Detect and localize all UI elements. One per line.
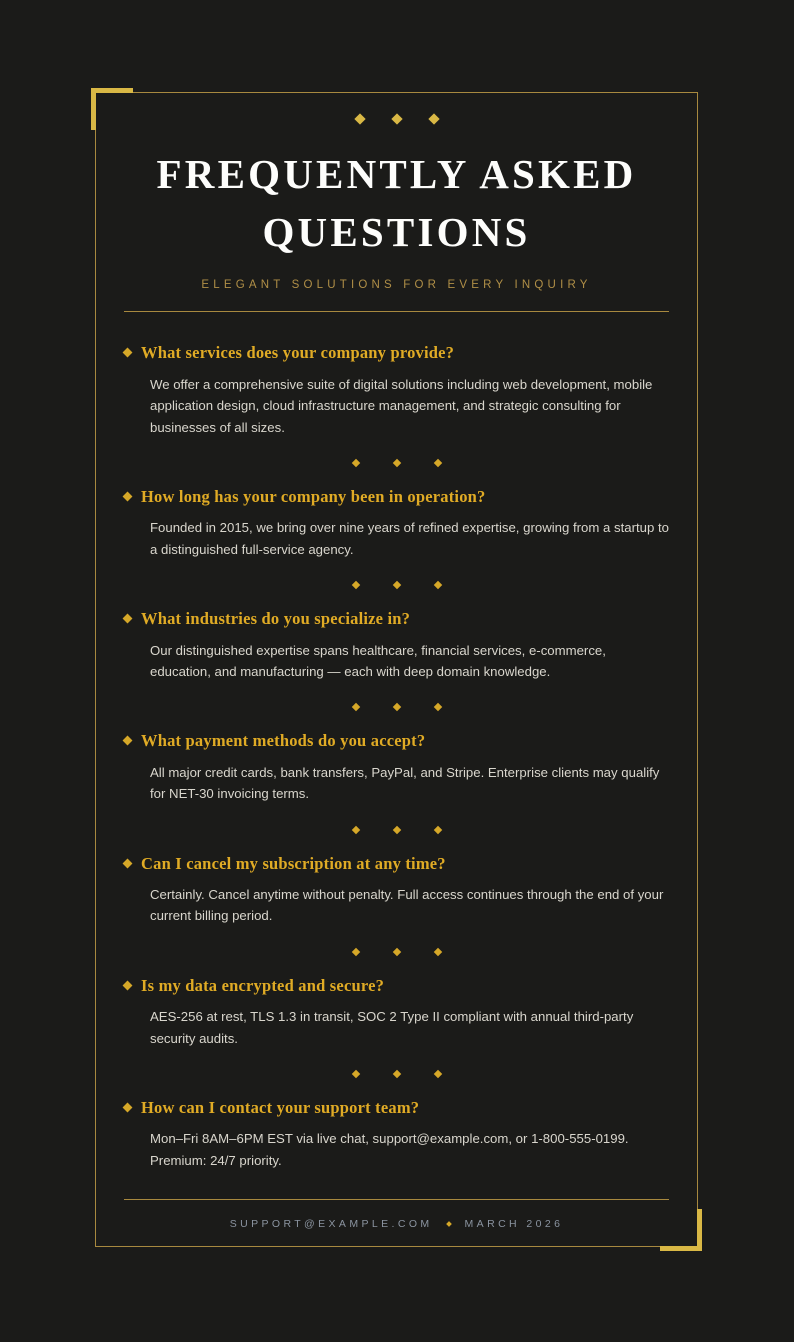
- diamond-icon: [354, 113, 365, 124]
- diamond-bullet-icon: [123, 736, 133, 746]
- section-divider-ornament: [124, 582, 669, 588]
- faq-answer: AES-256 at rest, TLS 1.3 in transit, SOC 2 Type II compliant with annual third-party security audits.: [150, 1009, 634, 1046]
- diamond-bullet-icon: [123, 858, 133, 868]
- diamond-icon: [392, 459, 400, 467]
- diamond-icon: [351, 948, 359, 956]
- diamond-icon: [433, 459, 441, 467]
- faq-question-text: How long has your company been in operation?: [141, 487, 486, 506]
- faq-answer: Mon–Fri 8AM–6PM EST via live chat, support@example.com, or 1-800-555-0199. Premium: 24/7 priority.: [150, 1131, 629, 1168]
- diamond-separator-icon: [446, 1221, 452, 1227]
- faq-question-text: How can I contact your support team?: [141, 1097, 420, 1117]
- faq-answer: We offer a comprehensive suite of digital solutions including web development, mobile application design, cloud infrastructure management, and strategic consulting for businesses of all sizes.: [150, 376, 653, 435]
- faq-answer: Certainly. Cancel anytime without penalty. Full access continues through the end of your current billing period.: [150, 887, 664, 924]
- page-subtitle: ELEGANT SOLUTIONS FOR EVERY INQUIRY: [201, 279, 592, 292]
- diamond-bullet-icon: [123, 348, 133, 358]
- faq-question-text: Can I cancel my subscription at any time?: [141, 853, 446, 873]
- faq-item: [124, 975, 669, 1049]
- diamond-icon: [351, 825, 359, 833]
- faq-question-text: What payment methods do you accept?: [141, 731, 426, 751]
- faq-question[interactable]: [124, 486, 669, 507]
- section-divider-ornament: [124, 827, 669, 833]
- faq-question[interactable]: [124, 1097, 669, 1118]
- faq-item: [124, 342, 669, 438]
- faq-question-text: What industries do you specialize in?: [141, 609, 411, 629]
- section-divider-ornament: [124, 949, 669, 955]
- header-divider: [124, 311, 669, 312]
- diamond-icon: [433, 948, 441, 956]
- page-title: FREQUENTLY ASKED QUESTIONS: [156, 151, 637, 256]
- faq-question[interactable]: [124, 608, 669, 629]
- faq-item: [124, 608, 669, 682]
- faq-question-text: What services does your company provide?: [141, 343, 455, 363]
- footer-email[interactable]: SUPPORT@EXAMPLE.COM: [229, 1218, 433, 1231]
- faq-question[interactable]: [124, 342, 669, 363]
- diamond-icon: [392, 948, 400, 956]
- diamond-icon: [433, 1070, 441, 1078]
- faq-question[interactable]: [124, 730, 669, 751]
- diamond-icon: [351, 581, 359, 589]
- faq-answer: All major credit cards, bank transfers, PayPal, and Stripe. Enterprise clients may qualify for NET-30 invoicing terms.: [150, 764, 660, 802]
- diamond-bullet-icon: [123, 614, 133, 624]
- diamond-icon: [391, 113, 402, 124]
- footer-divider: [124, 1199, 669, 1200]
- diamond-icon: [351, 459, 359, 467]
- faq-item: [124, 486, 669, 560]
- faq-item: [124, 1097, 669, 1171]
- faq-question[interactable]: [124, 975, 669, 996]
- diamond-bullet-icon: [123, 492, 133, 502]
- faq-question-text: Is my data encrypted and secure?: [141, 975, 385, 995]
- footer-date: MARCH 2026: [464, 1218, 564, 1231]
- faq-question[interactable]: [124, 853, 669, 874]
- faq-item: [124, 853, 669, 927]
- diamond-icon: [392, 1070, 400, 1078]
- decorative-frame: [95, 92, 698, 1247]
- diamond-icon: [392, 825, 400, 833]
- section-divider-ornament: [124, 704, 669, 710]
- faq-list: [124, 342, 669, 1171]
- diamond-bullet-icon: [123, 980, 133, 990]
- diamond-icon: [433, 825, 441, 833]
- diamond-icon: [392, 703, 400, 711]
- faq-answer: Founded in 2015, we bring over nine years of refined expertise, growing from a startup to a distinguished full-service agency.: [150, 520, 670, 557]
- faq-answer: Our distinguished expertise spans healthcare, financial services, e-commerce, education, and manufacturing — each with deep domain knowledge.: [150, 642, 606, 679]
- diamond-icon: [351, 1070, 359, 1078]
- section-divider-ornament: [124, 1071, 669, 1077]
- document-header: [124, 115, 669, 312]
- diamond-icon: [433, 581, 441, 589]
- section-divider-ornament: [124, 460, 669, 466]
- header-ornament: [124, 115, 669, 123]
- document-footer: [124, 1218, 669, 1230]
- diamond-bullet-icon: [123, 1102, 133, 1112]
- diamond-icon: [392, 581, 400, 589]
- frame-content: [96, 93, 697, 1230]
- diamond-icon: [433, 703, 441, 711]
- diamond-icon: [351, 703, 359, 711]
- faq-item: [124, 730, 669, 804]
- diamond-icon: [428, 113, 439, 124]
